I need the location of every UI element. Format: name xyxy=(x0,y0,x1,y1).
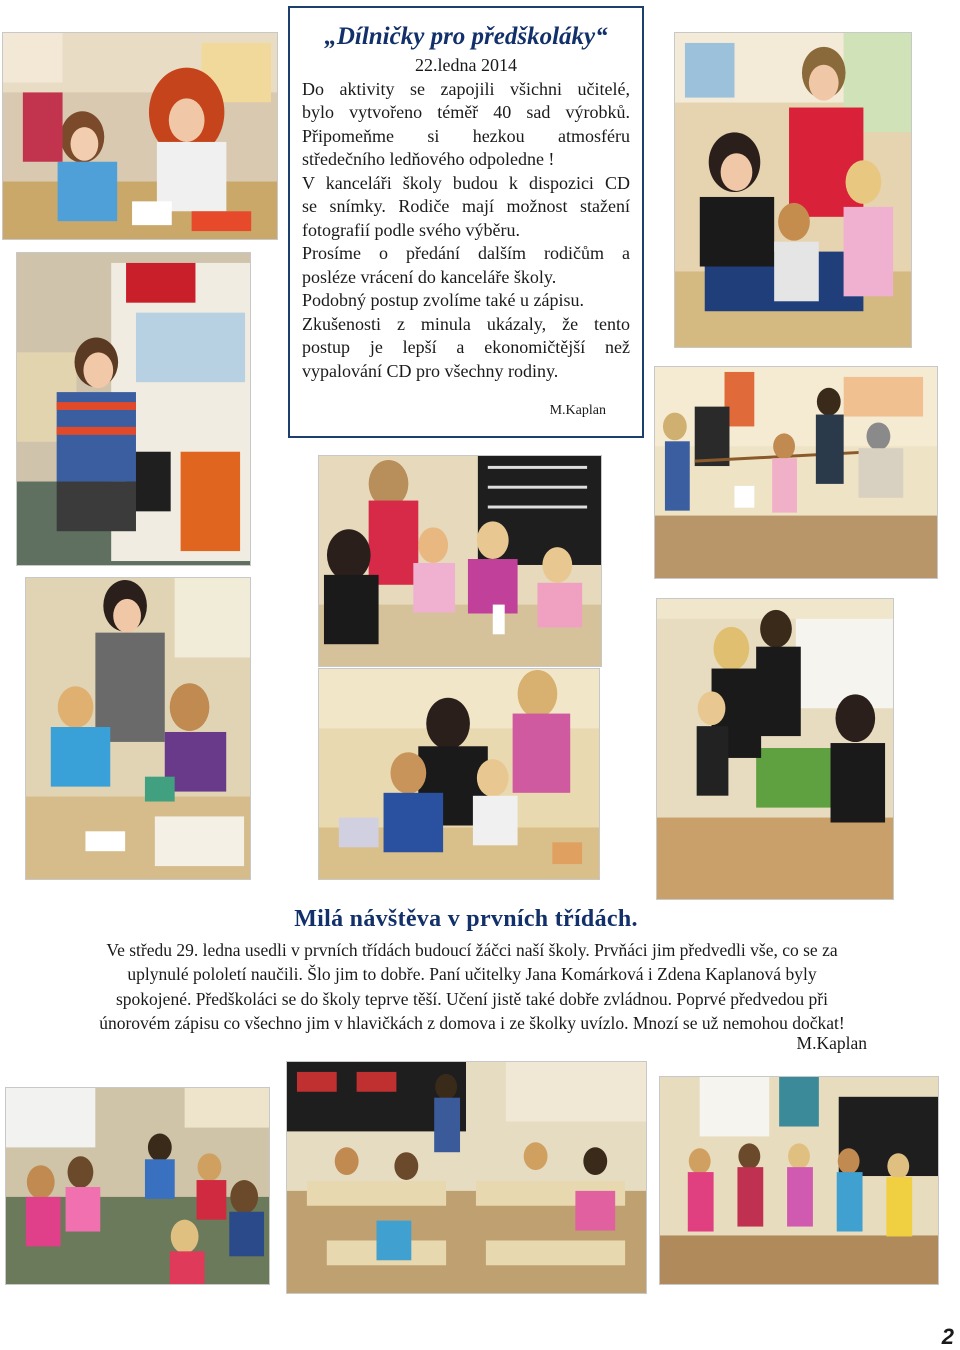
visit-heading: Milá návštěva v prvních třídách. xyxy=(294,906,638,932)
article-line: Podobný postup zvolíme také u zápisu. xyxy=(302,290,584,310)
page-number: 2 xyxy=(941,1324,954,1349)
visit-author: M.Kaplan xyxy=(796,1033,867,1053)
article-line: postup je lepší a ekonomičtější než xyxy=(302,337,630,357)
visit-body xyxy=(20,938,924,1035)
article-box xyxy=(288,6,644,438)
photo-teachers-visitors xyxy=(656,598,894,900)
visit-line: Ve středu 29. ledna usedli v prvních třídách budoucí žáčci naší školy. Prvňáci jim předvedli vše, co se za xyxy=(106,940,838,960)
photo-boy-at-toy-shop xyxy=(16,252,251,566)
article-date: 22.ledna 2014 xyxy=(415,55,517,75)
photo-girl-cutting-paper xyxy=(2,32,278,240)
article-line: Prosíme o předání dalším rodičům a xyxy=(302,243,630,263)
photo-mothers-with-children xyxy=(318,668,600,880)
article-author: M.Kaplan xyxy=(549,403,606,418)
photo-classroom-floor xyxy=(5,1087,270,1285)
article-line: V kanceláři školy budou k dispozici CD xyxy=(302,172,630,193)
article-line: středečního ledňového odpoledne ! xyxy=(302,149,555,169)
article-title: „Dílničky pro předškoláky“ xyxy=(324,23,608,50)
article-body xyxy=(302,78,630,384)
photo-teachers-and-children-table xyxy=(674,32,912,348)
article-line: vypalování CD pro všechny rodiny. xyxy=(302,360,559,381)
article-line: Do aktivity se zapojili všichni učitelé, xyxy=(302,78,630,99)
article-line: fotografií podle svého výběru. xyxy=(302,219,520,240)
photo-children-glue-sticks xyxy=(318,455,602,667)
article-line: posléze vrácení do kanceláře školy. xyxy=(302,266,557,287)
visit-line: spokojené. Předškoláci se do školy teprve těší. Učení jistě také dobře zvládnou. Poprvé předvedou při xyxy=(116,988,828,1009)
article-line: Zkušenosti z minula ukázaly, že tento xyxy=(302,313,630,334)
article-line: se snímky. Rodiče mají možnost stažení xyxy=(302,196,630,216)
photo-girls-crafting xyxy=(25,577,251,880)
photo-fishing-game xyxy=(654,366,938,579)
photo-classroom-children-standing xyxy=(659,1076,939,1285)
article-line: bylo vytvořeno téměř 40 sad výrobků. xyxy=(302,102,630,122)
visit-line: únorovém zápisu co všechno jim v hlavičkách z domova i ze školky uvízlo. Mnozí se už nemohou dočkat! xyxy=(99,1012,845,1033)
photo-classroom-desks xyxy=(286,1061,647,1294)
visit-line: uplynulé pololetí naučili. Šlo jim to dobře. Paní učitelky Jana Komárková i Zdena Kaplanová byly xyxy=(127,964,817,985)
article-line: Připomeňme si hezkou atmosféru xyxy=(302,125,630,146)
